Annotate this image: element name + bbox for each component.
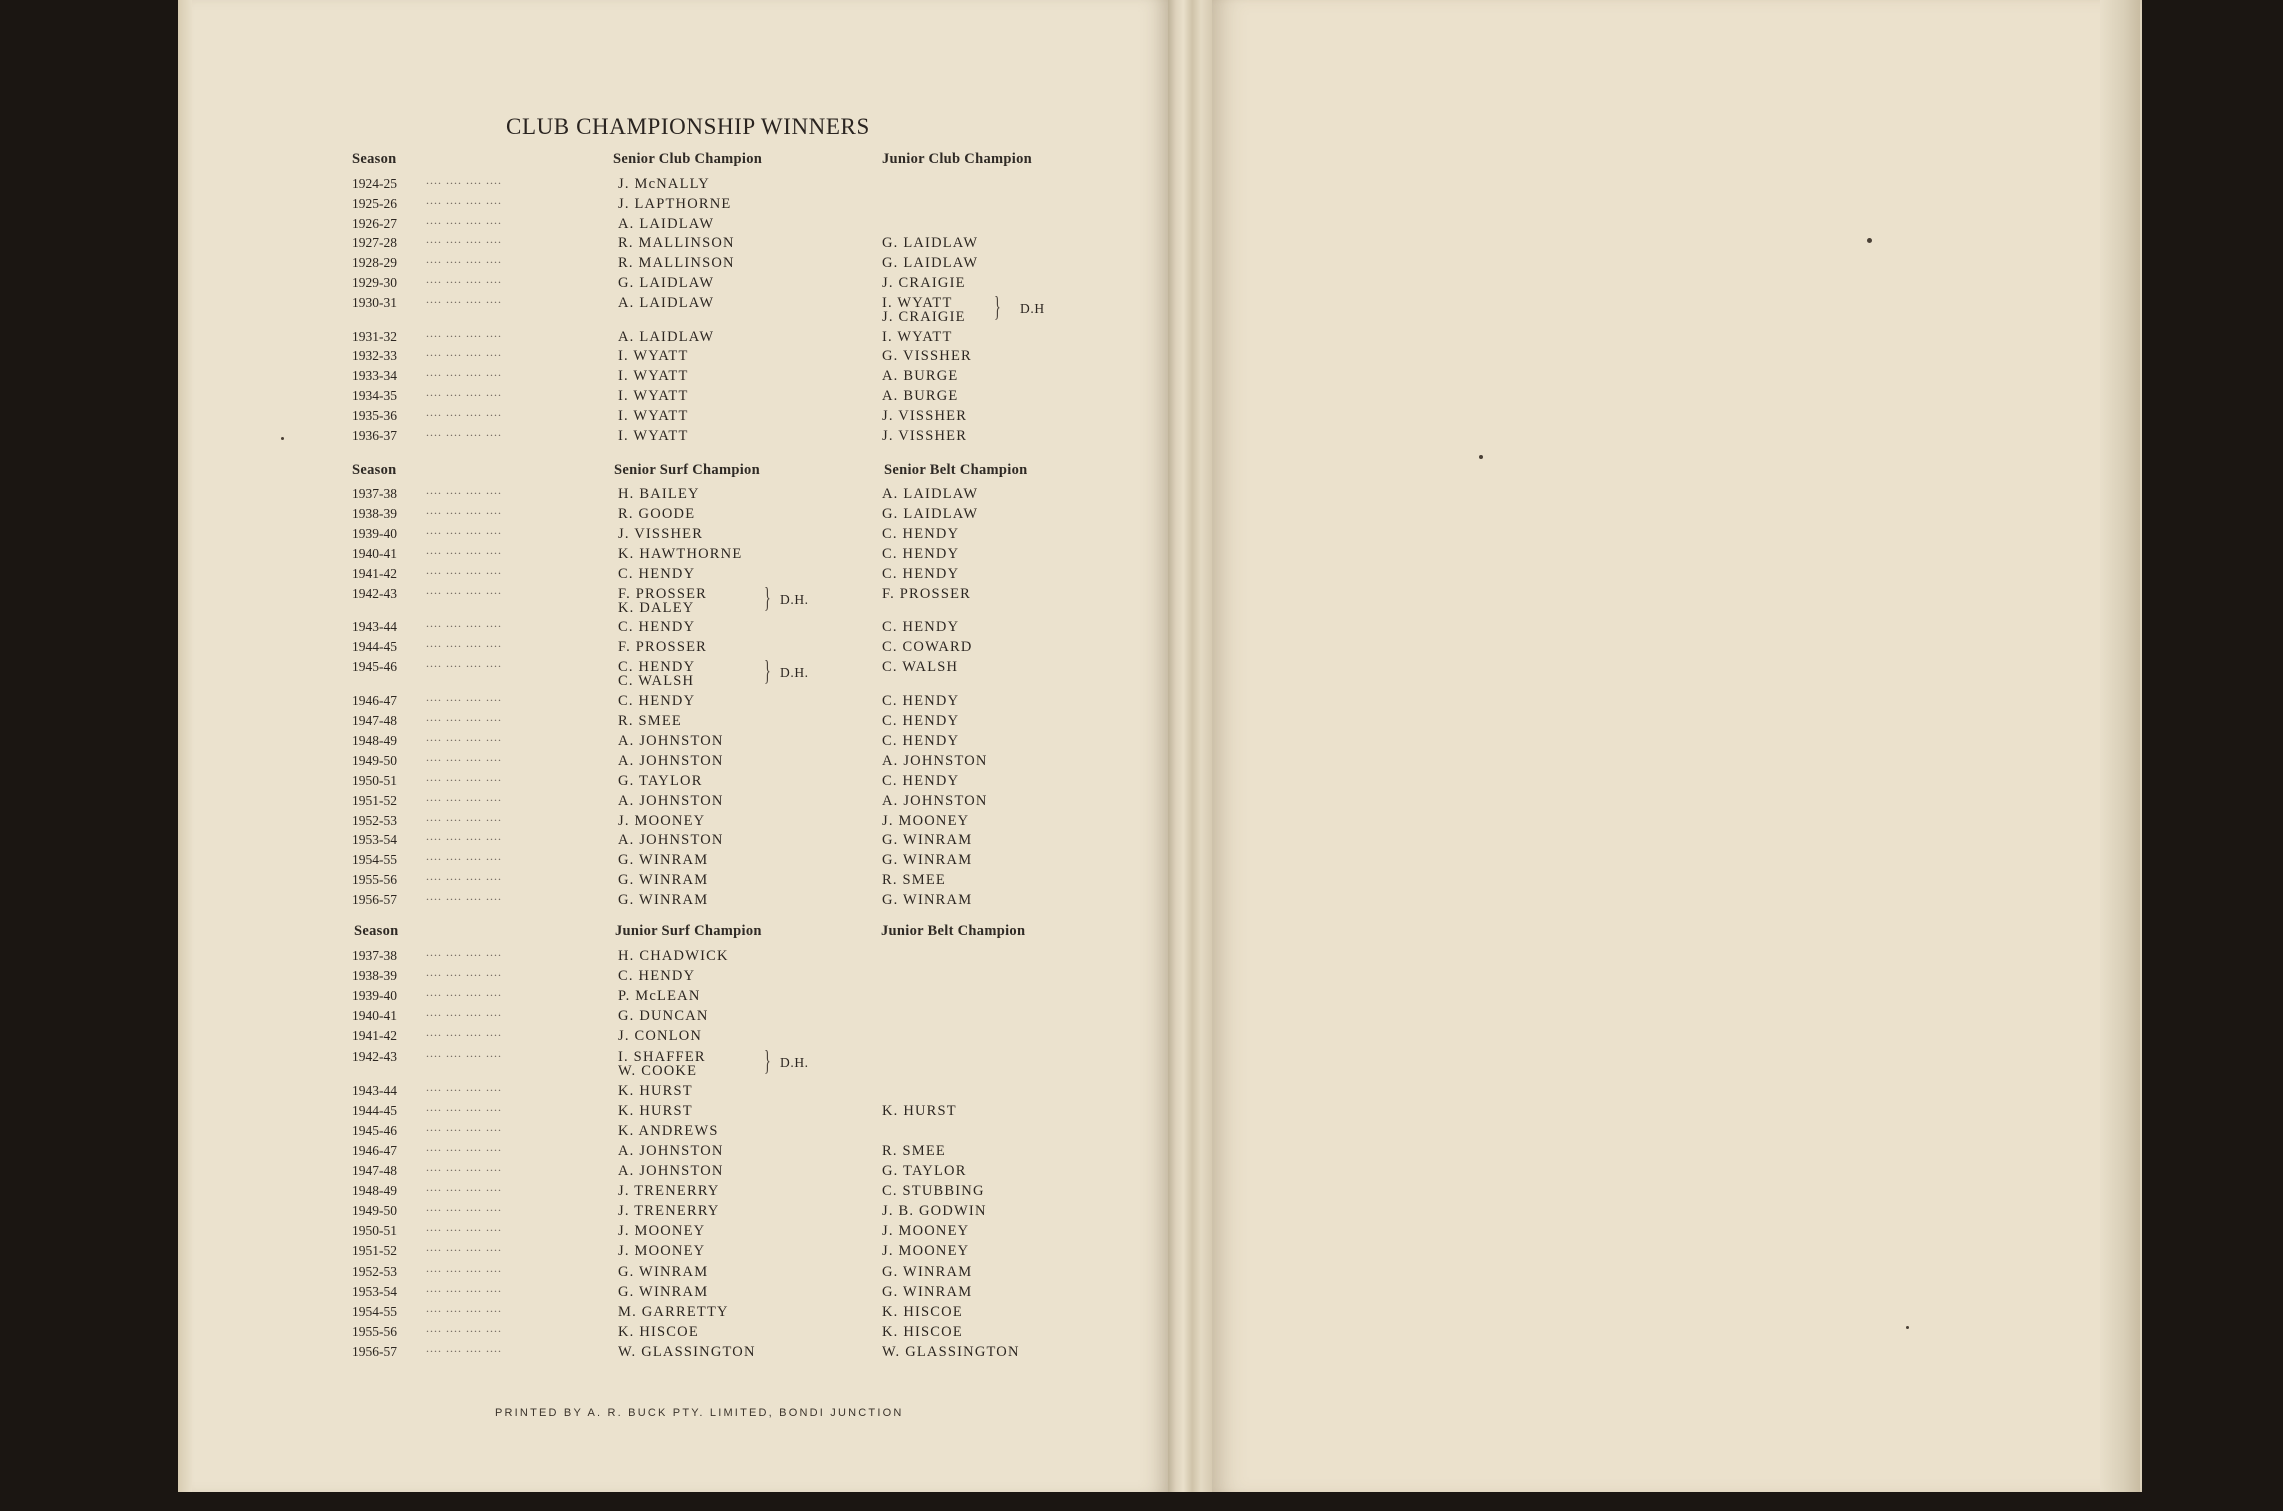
season-cell: 1927-28 — [352, 235, 397, 251]
season-cell: 1944-45 — [352, 639, 397, 655]
winner-cell: G. LAIDLAW — [882, 255, 979, 272]
column-header: Junior Club Champion — [882, 151, 1032, 167]
season-cell: 1941-42 — [352, 565, 397, 581]
page-title: CLUB CHAMPIONSHIP WINNERS — [506, 114, 870, 139]
winner-cell: R. MALLINSON — [618, 235, 735, 252]
winner-cell: A. LAIDLAW — [882, 486, 979, 502]
column-header: Senior Club Champion — [613, 151, 763, 167]
leader-dots: .... .... .... .... — [426, 985, 502, 1000]
leader-dots: .... .... .... .... — [426, 636, 502, 651]
winner-cell: J. VISSHER — [882, 427, 968, 444]
winner-cell: J. MOONEY — [618, 1223, 706, 1240]
winner-cell: K. HURST — [618, 1102, 693, 1119]
winner-cell: G. WINRAM — [882, 1263, 973, 1280]
winner-cell: C. HENDY — [882, 732, 960, 749]
leader-dots: .... .... .... .... — [426, 829, 502, 844]
season-cell: 1950-51 — [352, 772, 397, 788]
season-cell: 1935-36 — [352, 407, 397, 423]
season-cell: 1934-35 — [352, 388, 397, 403]
season-cell: 1949-50 — [352, 1203, 397, 1219]
winner-cell: G. WINRAM — [618, 892, 709, 909]
dead-heat-brace: } — [764, 1045, 771, 1077]
paper-speck — [1479, 455, 1483, 459]
winner-cell: J. LAPTHORNE — [618, 195, 732, 212]
leader-dots: .... .... .... .... — [426, 789, 502, 804]
winner-cell: A. BURGE — [882, 368, 959, 385]
winner-cell: G. TAYLOR — [618, 772, 703, 789]
leader-dots: .... .... .... .... — [426, 345, 502, 360]
winner-cell: A. JOHNSTON — [618, 1163, 724, 1179]
winner-cell: K. HURST — [882, 1102, 957, 1119]
season-cell: 1951-52 — [352, 1243, 397, 1259]
table-row — [352, 889, 1092, 912]
winner-cell: J. MOONEY — [882, 812, 970, 829]
winner-cell: I. WYATT — [618, 348, 689, 365]
winner-cell: A. LAIDLAW — [618, 215, 715, 232]
season-cell: 1937-38 — [352, 486, 397, 501]
leader-dots: .... .... .... .... — [426, 212, 502, 227]
leader-dots: .... .... .... .... — [426, 869, 502, 884]
winner-cell: C. HENDY — [882, 565, 960, 582]
leader-dots: .... .... .... .... — [426, 272, 502, 286]
dead-heat-label: D.H. — [780, 665, 809, 681]
winner-cell: J. TRENERRY — [618, 1183, 720, 1200]
winner-cell: C. COWARD — [882, 639, 973, 656]
leader-dots: .... .... .... .... — [426, 889, 502, 904]
season-cell: 1954-55 — [352, 1303, 397, 1319]
leader-dots: .... .... .... .... — [426, 365, 502, 380]
season-cell: 1941-42 — [352, 1028, 397, 1044]
winner-cell: J. CONLON — [618, 1028, 703, 1045]
winner-cell: I. WYATT — [882, 294, 953, 311]
leader-dots: .... .... .... .... — [426, 562, 502, 577]
winner-cell: R. SMEE — [882, 1142, 946, 1159]
winner-cell: C. HENDY — [618, 968, 696, 985]
winner-cell: K. HISCOE — [618, 1323, 699, 1340]
book-gutter — [1168, 0, 1212, 1492]
leader-dots: .... .... .... .... — [426, 749, 502, 764]
season-cell: 1943-44 — [352, 619, 397, 635]
printer-footer: PRINTED BY A. R. BUCK PTY. LIMITED, BONDI JUNCTION — [495, 1407, 904, 1419]
winner-cell: G. WINRAM — [882, 892, 973, 909]
winner-cell: R. SMEE — [618, 713, 682, 729]
leader-dots: .... .... .... .... — [426, 502, 502, 517]
winner-cell: P. McLEAN — [618, 988, 701, 1005]
season-cell: 1951-52 — [352, 792, 397, 808]
winner-cell: I. WYATT — [618, 368, 689, 385]
leader-dots: .... .... .... .... — [426, 1300, 502, 1315]
leader-dots: .... .... .... .... — [426, 769, 502, 784]
winner-cell: F. PROSSER — [618, 585, 708, 602]
leader-dots: .... .... .... .... — [426, 616, 502, 631]
winner-cell: I. WYATT — [618, 427, 689, 444]
season-cell: 1928-29 — [352, 255, 397, 271]
leader-dots: .... .... .... .... — [426, 690, 502, 705]
leader-dots: .... .... .... .... — [426, 404, 502, 419]
winner-cell: G. WINRAM — [618, 852, 709, 869]
season-cell: 1952-53 — [352, 812, 397, 828]
dead-heat-brace: } — [764, 656, 771, 688]
winner-cell: J. MOONEY — [882, 1223, 970, 1240]
winner-cell: J. MOONEY — [618, 1243, 706, 1260]
winner-cell-second: J. CRAIGIE — [882, 308, 966, 325]
winner-cell: C. HENDY — [882, 713, 960, 729]
winner-cell: J. MOONEY — [618, 812, 706, 829]
winner-cell: R. GOODE — [618, 505, 696, 522]
winner-cell: A. LAIDLAW — [618, 294, 715, 311]
leader-dots: .... .... .... .... — [426, 1045, 502, 1060]
winner-cell: W. GLASSINGTON — [882, 1343, 1020, 1360]
leader-dots: .... .... .... .... — [426, 1220, 502, 1235]
winner-cell: F. PROSSER — [618, 639, 708, 656]
winner-cell: C. HENDY — [618, 619, 696, 636]
winner-cell: C. STUBBING — [882, 1183, 985, 1200]
winner-cell: G. DUNCAN — [618, 1008, 709, 1025]
leader-dots: .... .... .... .... — [426, 656, 502, 671]
winner-cell: H. CHADWICK — [618, 948, 729, 964]
leader-dots: .... .... .... .... — [426, 1025, 502, 1040]
leader-dots: .... .... .... .... — [426, 173, 502, 187]
winner-cell: G. LAIDLAW — [882, 505, 979, 522]
leader-dots: .... .... .... .... — [426, 945, 502, 959]
leader-dots: .... .... .... .... — [426, 1340, 502, 1355]
leader-dots: .... .... .... .... — [426, 849, 502, 864]
winner-cell: K. HAWTHORNE — [618, 545, 743, 562]
season-cell: 1930-31 — [352, 294, 397, 310]
season-cell: 1932-33 — [352, 348, 397, 364]
season-cell: 1955-56 — [352, 1323, 397, 1339]
dead-heat-brace: } — [764, 582, 771, 614]
leader-dots: .... .... .... .... — [426, 1180, 502, 1195]
winner-cell: G. WINRAM — [882, 1283, 973, 1300]
season-cell: 1936-37 — [352, 427, 397, 443]
leader-dots: .... .... .... .... — [426, 192, 502, 207]
leader-dots: .... .... .... .... — [426, 522, 502, 537]
season-cell: 1944-45 — [352, 1102, 397, 1118]
leader-dots: .... .... .... .... — [426, 582, 502, 597]
paper-speck — [1906, 1326, 1909, 1329]
winner-cell: K. HURST — [618, 1082, 693, 1099]
season-cell: 1950-51 — [352, 1223, 397, 1239]
winner-cell: K. ANDREWS — [618, 1122, 719, 1139]
leader-dots: .... .... .... .... — [426, 1119, 502, 1134]
season-cell: 1946-47 — [352, 693, 397, 709]
winner-cell: J. TRENERRY — [618, 1203, 720, 1220]
winner-cell: G. WINRAM — [882, 852, 973, 869]
winner-cell-second: C. WALSH — [618, 673, 695, 690]
winner-cell: C. HENDY — [882, 693, 960, 710]
leader-dots: .... .... .... .... — [426, 424, 502, 439]
season-cell: 1924-25 — [352, 176, 397, 191]
winner-cell: C. HENDY — [618, 693, 696, 710]
winner-cell: G. VISSHER — [882, 348, 972, 365]
winner-cell: H. BAILEY — [618, 486, 700, 502]
winner-cell: R. MALLINSON — [618, 255, 735, 272]
season-cell: 1938-39 — [352, 505, 397, 521]
column-header: Junior Belt Champion — [881, 923, 1026, 939]
leader-dots: .... .... .... .... — [426, 965, 502, 980]
winner-cell: M. GARRETTY — [618, 1303, 729, 1320]
leader-dots: .... .... .... .... — [426, 291, 502, 306]
season-header: Season — [354, 923, 399, 939]
season-cell: 1939-40 — [352, 525, 397, 541]
winner-cell: A. JOHNSTON — [618, 752, 724, 769]
winner-cell: A. JOHNSTON — [618, 1142, 724, 1159]
paper-speck — [1867, 238, 1872, 243]
season-cell: 1945-46 — [352, 1122, 397, 1138]
winner-cell: I. WYATT — [618, 388, 689, 404]
winner-cell: A. JOHNSTON — [618, 792, 724, 809]
winner-cell: C. HENDY — [882, 772, 960, 789]
season-cell: 1952-53 — [352, 1263, 397, 1279]
season-cell: 1946-47 — [352, 1142, 397, 1158]
winner-cell: F. PROSSER — [882, 585, 972, 602]
winner-cell: I. SHAFFER — [618, 1048, 706, 1065]
leader-dots: .... .... .... .... — [426, 1139, 502, 1154]
season-cell: 1940-41 — [352, 1008, 397, 1024]
table-row — [352, 291, 1092, 325]
season-cell: 1929-30 — [352, 275, 397, 290]
winner-cell: J. McNALLY — [618, 176, 710, 192]
season-cell: 1925-26 — [352, 195, 397, 211]
winner-cell: C. WALSH — [882, 659, 959, 676]
season-header: Season — [352, 151, 397, 167]
leader-dots: .... .... .... .... — [426, 710, 502, 724]
winner-cell: G. WINRAM — [618, 1263, 709, 1280]
winner-cell: I. WYATT — [882, 328, 953, 345]
leader-dots: .... .... .... .... — [426, 729, 502, 744]
leader-dots: .... .... .... .... — [426, 483, 502, 497]
winner-cell: A. JOHNSTON — [618, 832, 724, 849]
season-cell: 1931-32 — [352, 328, 397, 344]
winner-cell: J. MOONEY — [882, 1243, 970, 1260]
season-cell: 1938-39 — [352, 968, 397, 984]
season-cell: 1948-49 — [352, 732, 397, 748]
paper-speck — [281, 437, 284, 440]
season-cell: 1947-48 — [352, 1163, 397, 1178]
table-row — [352, 582, 1092, 616]
leader-dots: .... .... .... .... — [426, 1260, 502, 1275]
winner-cell: C. HENDY — [618, 659, 696, 676]
winner-cell-second: K. DALEY — [618, 599, 695, 616]
winner-cell: G. WINRAM — [618, 872, 709, 889]
column-header: Senior Surf Champion — [614, 462, 760, 478]
table-row — [352, 1045, 1092, 1079]
season-cell: 1926-27 — [352, 215, 397, 231]
dead-heat-label: D.H — [1020, 300, 1045, 316]
winner-cell: W. GLASSINGTON — [618, 1343, 756, 1360]
leader-dots: .... .... .... .... — [426, 1240, 502, 1255]
winner-cell-second: W. COOKE — [618, 1062, 698, 1079]
column-header: Senior Belt Champion — [884, 462, 1028, 478]
winner-cell: G. WINRAM — [882, 832, 973, 849]
winner-cell: C. HENDY — [882, 545, 960, 562]
winner-cell: A. BURGE — [882, 388, 959, 404]
table-row — [352, 424, 1092, 448]
winner-cell: J. VISSHER — [882, 407, 968, 424]
season-cell: 1933-34 — [352, 368, 397, 384]
winner-cell: A. JOHNSTON — [618, 732, 724, 749]
leader-dots: .... .... .... .... — [426, 1280, 502, 1295]
leader-dots: .... .... .... .... — [426, 809, 502, 824]
season-cell: 1940-41 — [352, 545, 397, 561]
leader-dots: .... .... .... .... — [426, 1200, 502, 1215]
winner-cell: K. HISCOE — [882, 1323, 963, 1340]
right-page-blank — [1212, 0, 2142, 1492]
winner-cell: G. LAIDLAW — [618, 275, 715, 291]
season-header: Season — [352, 462, 397, 478]
season-cell: 1937-38 — [352, 948, 397, 963]
winner-cell: J. CRAIGIE — [882, 275, 966, 291]
winner-cell: G. TAYLOR — [882, 1163, 967, 1179]
season-cell: 1942-43 — [352, 585, 397, 601]
right-page-edge — [2100, 0, 2140, 1492]
winner-cell: A. JOHNSTON — [882, 792, 988, 809]
season-cell: 1956-57 — [352, 1343, 397, 1359]
winner-cell: R. SMEE — [882, 872, 946, 889]
leader-dots: .... .... .... .... — [426, 1099, 502, 1114]
winner-cell: A. JOHNSTON — [882, 752, 988, 769]
dead-heat-label: D.H. — [780, 1054, 809, 1070]
season-cell: 1943-44 — [352, 1082, 397, 1098]
leader-dots: .... .... .... .... — [426, 1160, 502, 1174]
winner-cell: G. LAIDLAW — [882, 235, 979, 252]
season-cell: 1942-43 — [352, 1048, 397, 1064]
leader-dots: .... .... .... .... — [426, 385, 502, 399]
dead-heat-brace: } — [994, 291, 1001, 323]
leader-dots: .... .... .... .... — [426, 1005, 502, 1020]
leader-dots: .... .... .... .... — [426, 1079, 502, 1094]
winner-cell: J. VISSHER — [618, 525, 704, 542]
leader-dots: .... .... .... .... — [426, 252, 502, 267]
winner-cell: K. HISCOE — [882, 1303, 963, 1320]
season-cell: 1949-50 — [352, 752, 397, 768]
season-cell: 1945-46 — [352, 659, 397, 675]
season-cell: 1954-55 — [352, 852, 397, 868]
dead-heat-label: D.H. — [780, 591, 809, 607]
season-cell: 1947-48 — [352, 713, 397, 728]
winner-cell: J. B. GODWIN — [882, 1203, 987, 1220]
table-row — [352, 1340, 1092, 1364]
season-cell: 1939-40 — [352, 988, 397, 1004]
season-cell: 1955-56 — [352, 872, 397, 888]
season-cell: 1953-54 — [352, 1283, 397, 1299]
leader-dots: .... .... .... .... — [426, 542, 502, 557]
winner-cell: A. LAIDLAW — [618, 328, 715, 345]
winner-cell: I. WYATT — [618, 407, 689, 424]
winner-cell: G. WINRAM — [618, 1283, 709, 1300]
winner-cell: C. HENDY — [882, 619, 960, 636]
winner-cell: C. HENDY — [618, 565, 696, 582]
season-cell: 1948-49 — [352, 1183, 397, 1199]
winner-cell: C. HENDY — [882, 525, 960, 542]
leader-dots: .... .... .... .... — [426, 232, 502, 247]
leader-dots: .... .... .... .... — [426, 1320, 502, 1335]
season-cell: 1956-57 — [352, 892, 397, 908]
table-row — [352, 656, 1092, 690]
column-header: Junior Surf Champion — [615, 923, 762, 939]
season-cell: 1953-54 — [352, 832, 397, 848]
leader-dots: .... .... .... .... — [426, 325, 502, 340]
